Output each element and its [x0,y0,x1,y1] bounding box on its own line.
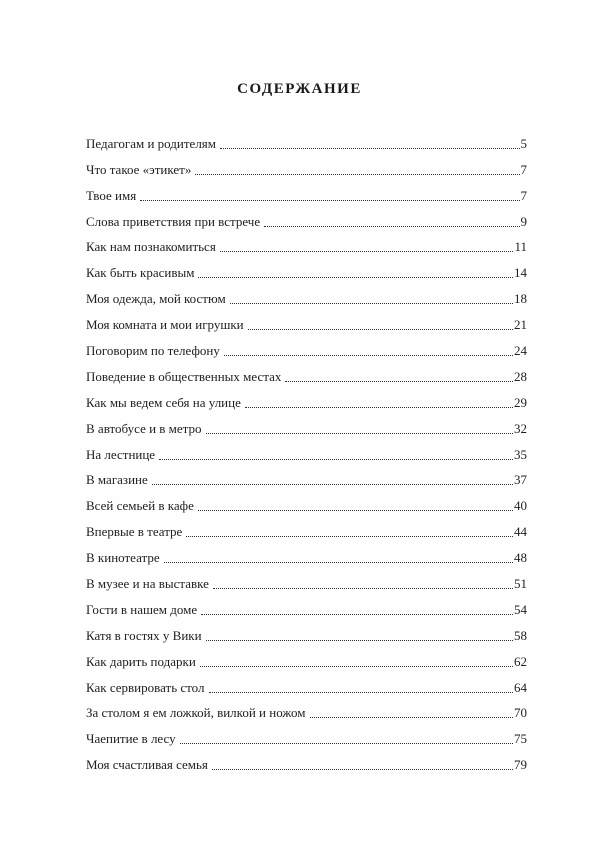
toc-entry-page-number: 44 [514,524,527,540]
toc-entry-title: Поведение в общественных местах [86,368,282,384]
dot-leader [164,562,513,563]
toc-entry-title: Впервые в театре [86,524,183,540]
toc-entry-title: Как дарить подарки [86,653,196,669]
toc-entry [86,494,527,520]
toc-entry-page-number: 7 [520,161,527,177]
toc-entry [86,339,527,365]
toc-entry-page-number: 5 [520,135,527,151]
toc-entry-title: Всей семьей в кафе [86,498,194,514]
dot-leader [186,536,513,537]
toc-entry-title: Педагогам и родителям [86,135,217,151]
toc-entry-title: Как сервировать стол [86,679,205,695]
toc-entry-title: Моя счастливая семья [86,757,208,773]
toc-entry [86,702,527,728]
toc-entry-title: Твое имя [86,187,137,203]
toc-entry [86,598,527,624]
toc-entry-page-number: 54 [514,601,527,617]
toc-entry-page-number: 75 [514,731,527,747]
dot-leader [180,743,513,744]
toc-entry [86,261,527,287]
toc-entry [86,572,527,598]
dot-leader [310,717,513,718]
toc-entry-title: В автобусе и в метро [86,420,202,436]
dot-leader [140,200,519,201]
dot-leader [212,769,513,770]
toc-entry [86,546,527,572]
toc-entry [86,624,527,650]
page-title: СОДЕРЖАНИЕ [237,81,362,97]
toc-entry-page-number: 58 [514,627,527,643]
toc-entry-page-number: 11 [514,239,527,255]
dot-leader [206,433,513,434]
dot-leader [152,484,513,485]
toc-entry [86,365,527,391]
toc-entry-title: Как быть красивым [86,265,195,281]
toc-entry-page-number: 29 [514,394,527,410]
dot-leader [195,174,519,175]
toc-entry [86,650,527,676]
toc-entry-page-number: 35 [514,446,527,462]
toc-entry-title: Как нам познакомиться [86,239,216,255]
toc-entry [86,443,527,469]
toc-entry [86,210,527,236]
dot-leader [201,614,513,615]
toc-entry-page-number: 28 [514,368,527,384]
dot-leader [245,407,513,408]
toc-entry [86,391,527,417]
toc-entry-page-number: 18 [514,291,527,307]
toc-entry [86,158,527,184]
toc-entry-page-number: 14 [514,265,527,281]
toc-entry-page-number: 7 [520,187,527,203]
toc-entry-title: Моя комната и мои игрушки [86,317,244,333]
toc-entry [86,313,527,339]
toc-entry [86,469,527,495]
dot-leader [206,640,513,641]
dot-leader [200,666,513,667]
toc-entry-page-number: 37 [514,472,527,488]
toc-entry-page-number: 70 [514,705,527,721]
dot-leader [213,588,513,589]
toc-entry-title: Моя одежда, мой костюм [86,291,226,307]
toc-entry [86,287,527,313]
toc-entry [86,236,527,262]
toc-entry-page-number: 48 [514,550,527,566]
toc-entry-page-number: 32 [514,420,527,436]
toc-entry [86,417,527,443]
toc-entry-page-number: 40 [514,498,527,514]
toc-entry-page-number: 24 [514,343,527,359]
toc-entry-title: Поговорим по телефону [86,343,220,359]
dot-leader [159,459,513,460]
dot-leader [220,251,514,252]
toc-entry [86,753,527,779]
dot-leader [230,303,513,304]
toc-entry-title: В музее и на выставке [86,576,209,592]
dot-leader [198,510,513,511]
dot-leader [220,148,519,149]
toc-entry-title: За столом я ем ложкой, вилкой и ножом [86,705,306,721]
table-of-contents [86,132,527,779]
toc-entry-page-number: 79 [514,757,527,773]
toc-entry-page-number: 62 [514,653,527,669]
toc-entry [86,184,527,210]
dot-leader [198,277,513,278]
toc-entry-title: Чаепитие в лесу [86,731,176,747]
toc-entry [86,132,527,158]
toc-entry-title: На лестнице [86,446,156,462]
toc-entry-page-number: 51 [514,576,527,592]
dot-leader [224,355,513,356]
dot-leader [209,692,514,693]
toc-entry-page-number: 9 [520,213,527,229]
toc-entry [86,727,527,753]
toc-entry-title: В кинотеатре [86,550,160,566]
dot-leader [264,226,519,227]
toc-entry [86,520,527,546]
toc-entry-title: Катя в гостях у Вики [86,627,202,643]
toc-entry-title: Как мы ведем себя на улице [86,394,241,410]
toc-entry [86,676,527,702]
toc-entry-title: Гости в нашем доме [86,601,198,617]
toc-entry-page-number: 21 [514,317,527,333]
toc-entry-title: Что такое «этикет» [86,161,192,177]
toc-entry-title: Слова приветствия при встрече [86,213,261,229]
dot-leader [285,381,513,382]
toc-entry-title: В магазине [86,472,148,488]
toc-entry-page-number: 64 [514,679,527,695]
dot-leader [248,329,513,330]
